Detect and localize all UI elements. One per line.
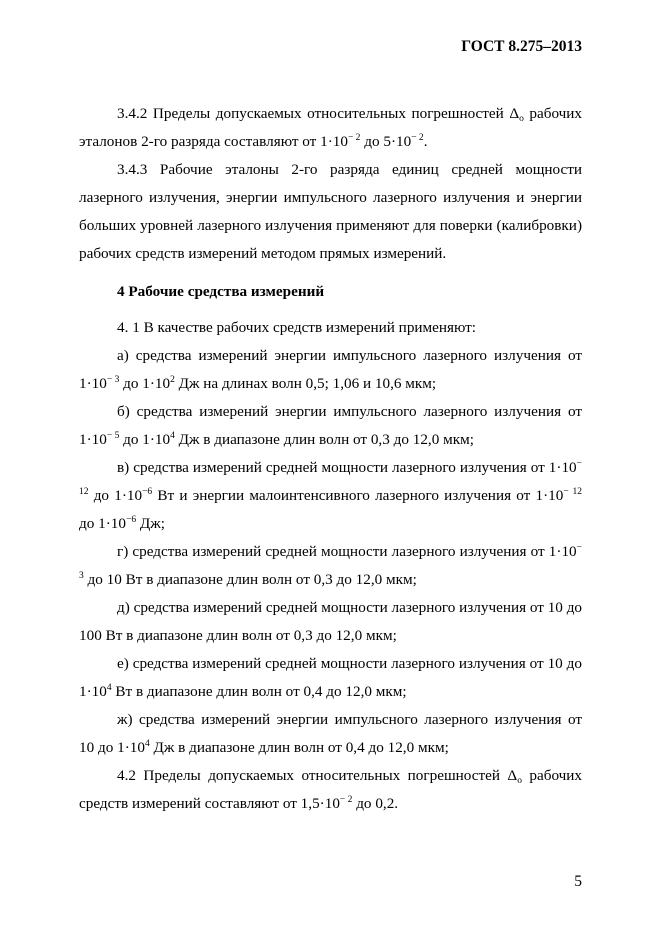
list-item-a: [79, 342, 582, 398]
text-span: 3.4.2 Пределы допускаемых относительных погрешностей Δ: [117, 105, 520, 122]
text-span: до 1·10: [79, 515, 126, 532]
superscript: − 12: [79, 459, 582, 497]
text-span: Вт и энергии малоинтенсивного лазерного излучения от 1·10: [152, 487, 564, 504]
superscript: 2: [170, 375, 175, 385]
subscript: о: [519, 114, 524, 124]
superscript: − 3: [79, 543, 582, 581]
text-span: Вт в диапазоне длин волн от 0,4 до 12,0 мкм;: [111, 683, 407, 700]
superscript: 4: [144, 739, 150, 749]
text-span: е) средства измерений средней мощности лазерного излучения от 10 до 1·10: [79, 655, 582, 700]
superscript: − 3: [106, 375, 120, 385]
text-span: до 10 Вт в диапазоне длин волн от 0,3 до 12,0 мкм;: [83, 571, 417, 588]
text-span: Дж на длинах волн 0,5; 1,06 и 10,6 мкм;: [174, 375, 437, 392]
superscript: 4: [106, 683, 112, 693]
text-span: .: [423, 133, 428, 150]
text-span: 4.2 Пределы допускаемых относительных погрешностей Δ: [117, 767, 518, 784]
paragraph-3-4-2: [79, 100, 582, 156]
text-span: г) средства измерений средней мощности лазерного излучения от 1·10: [117, 543, 577, 560]
list-item-v: [79, 454, 582, 538]
list-item-d: д) средства измерений средней мощности лазерного излучения от 10 до 100 Вт в диапазоне длин волн от 0,3 до 12,0 мкм;: [79, 599, 583, 644]
list-item-g: [79, 538, 582, 594]
list-item-zh: [79, 706, 582, 762]
text-span: в) средства измерений средней мощности лазерного излучения от 1·10: [117, 459, 577, 476]
document-header: ГОСТ 8.275–2013: [461, 38, 582, 55]
paragraph-4-1: 4. 1 В качестве рабочих средств измерений применяют:: [117, 319, 477, 336]
text-span: ж) средства измерений энергии импульсного лазерного излучения от 10 до 1·10: [79, 711, 582, 756]
text-span: до 1·10: [88, 487, 143, 504]
section-heading-4: 4 Рабочие средства измерений: [117, 283, 325, 300]
superscript: − 2: [347, 133, 361, 143]
superscript: − 12: [563, 487, 582, 497]
text-span: рабочих эталонов 2-го разряда составляют от 1·10: [79, 105, 583, 150]
text-span: до 0,2.: [352, 795, 399, 812]
page-content: [79, 100, 582, 818]
text-span: Дж;: [136, 515, 165, 532]
text-span: Дж в диапазоне длин волн от 0,3 до 12,0 мкм;: [174, 431, 474, 448]
paragraph-3-4-3: 3.4.3 Рабочие эталоны 2-го разряда единиц средней мощности лазерного излучения, энергии импульсного лазерного излучения и энергии больших уровней лазерного излучения применяют для поверки (калибровки) рабочих средств измерений методом прямых измерений.: [79, 161, 582, 262]
list-item-e: [79, 650, 582, 706]
superscript: − 2: [339, 795, 353, 805]
text-span: до 1·10: [119, 375, 171, 392]
superscript: − 2: [411, 133, 424, 143]
paragraph-4-2: [79, 762, 582, 818]
subscript: о: [517, 776, 522, 786]
text-span: Дж в диапазоне длин волн от 0,4 до 12,0 мкм;: [149, 739, 449, 756]
text-span: рабочих средств измерений составляют от 1,5·10: [79, 767, 583, 812]
text-span: до 1·10: [119, 431, 171, 448]
page-number: 5: [574, 873, 582, 890]
superscript: −6: [125, 515, 137, 525]
superscript: − 5: [106, 431, 120, 441]
text-span: б) средства измерений энергии импульсного лазерного излучения от 1·10: [79, 403, 582, 448]
superscript: −6: [142, 487, 153, 497]
text-span: а) средства измерений энергии импульсного лазерного излучения от 1·10: [79, 347, 582, 392]
list-item-b: [79, 398, 582, 454]
superscript: 4: [170, 431, 175, 441]
text-span: до 5·10: [360, 133, 412, 150]
